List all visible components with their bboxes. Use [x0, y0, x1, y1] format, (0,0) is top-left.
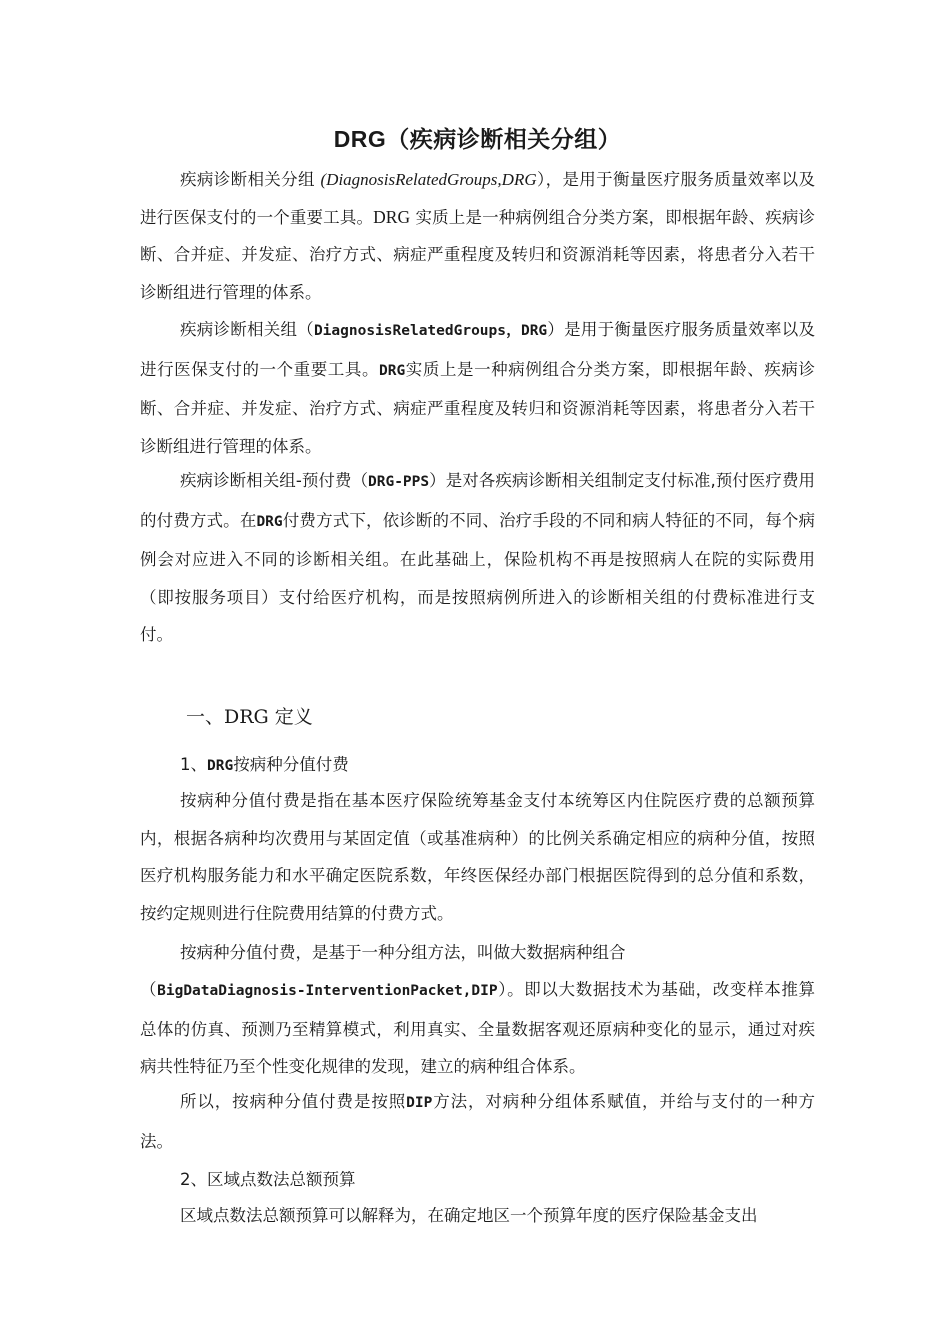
term-drg: DRG — [256, 513, 283, 530]
paragraph-regional-budget: 区域点数法总额预算可以解释为，在确定地区一个预算年度的医疗保险基金支出 — [180, 1206, 758, 1225]
section-heading-drg-definition: 一、DRG 定义 — [186, 706, 313, 728]
paragraph-dip: （BigDataDiagnosis-InterventionPacket,DIP）。即以大数据技术为基础，改变样本推算总体的仿真、预测乃至精算模式，利用真实、全量数据客观还原病种变化的显示，通过对疾病共性特征乃至个性变化规律的发现，建立的病种组合体系。 — [140, 980, 816, 1077]
term-drg-en: DiagnosisRelatedGroups，DRG — [313, 323, 548, 339]
paragraph-drg-repeat: 疾病诊断相关组（DiagnosisRelatedGroups，DRG）是用于衡量医疗服务质量效率以及进行医保支付的一个重要工具。DRG实质上是一种病例组合分类方案，即根据年龄、疾病诊断、合并症、并发症、治疗方式、病症严重程度及转归和资源消耗等因素，将患者分入若干诊断组进行管理的体系。 — [140, 320, 816, 456]
term-drg: DRG — [373, 206, 411, 227]
paragraph-drg-pps: 疾病诊断相关组-预付费（DRG-PPS）是对各疾病诊断相关组制定支付标准,预付医疗费用的付费方式。在DRG付费方式下，依诊断的不同、治疗手段的不同和病人特征的不同，每个病例会对应进入不同的诊断相关组。在此基础上，保险机构不再是按照病人在院的实际费用（即按服务项目）支付给医疗机构，而是按照病例所进入的诊断相关组的付费标准进行支付。 — [140, 471, 816, 645]
paragraph-dip-line1: 按病种分值付费，是基于一种分组方法，叫做大数据病种组合 — [180, 943, 626, 962]
term-dip-en: BigDataDiagnosis-InterventionPacket,DIP — [157, 983, 498, 999]
subheading-drg-point-payment: 1、DRG按病种分值付费 — [180, 755, 349, 774]
subheading-regional-budget: 2、区域点数法总额预算 — [180, 1170, 356, 1189]
term-dip: DIP — [406, 1095, 433, 1111]
paragraph-drg-intro: 疾病诊断相关分组 (DiagnosisRelatedGroups,DRG），是用于衡量医疗服务质量效率以及进行医保支付的一个重要工具。DRG 实质上是一种病例组合分类方案，即根据年龄、疾病诊断、合并症、并发症、治疗方式、病症严重程度及转归和资源消耗等因素，将患者分入若干诊断组进行管理的体系。 — [140, 170, 815, 302]
paragraph-dip-conclusion: 所以，按病种分值付费是按照DIP方法，对病种分组体系赋值，并给与支付的一种方法。 — [140, 1092, 816, 1151]
term-drg: DRG — [379, 362, 406, 379]
term-drg-pps: DRG-PPS — [368, 474, 430, 490]
paragraph-point-payment-definition: 按病种分值付费是指在基本医疗保险统筹基金支付本统筹区内住院医疗费的总额预算内，根据各病种均次费用与某固定值（或基准病种）的比例关系确定相应的病种分值，按照医疗机构服务能力和水平确定医院系数，年终医保经办部门根据医院得到的总分值和系数，按约定规则进行住院费用结算的付费方式。 — [140, 791, 815, 923]
document-title: DRG（疾病诊断相关分组） — [333, 126, 622, 152]
term-drg-italic: (DiagnosisRelatedGroups,DRG — [320, 170, 537, 189]
